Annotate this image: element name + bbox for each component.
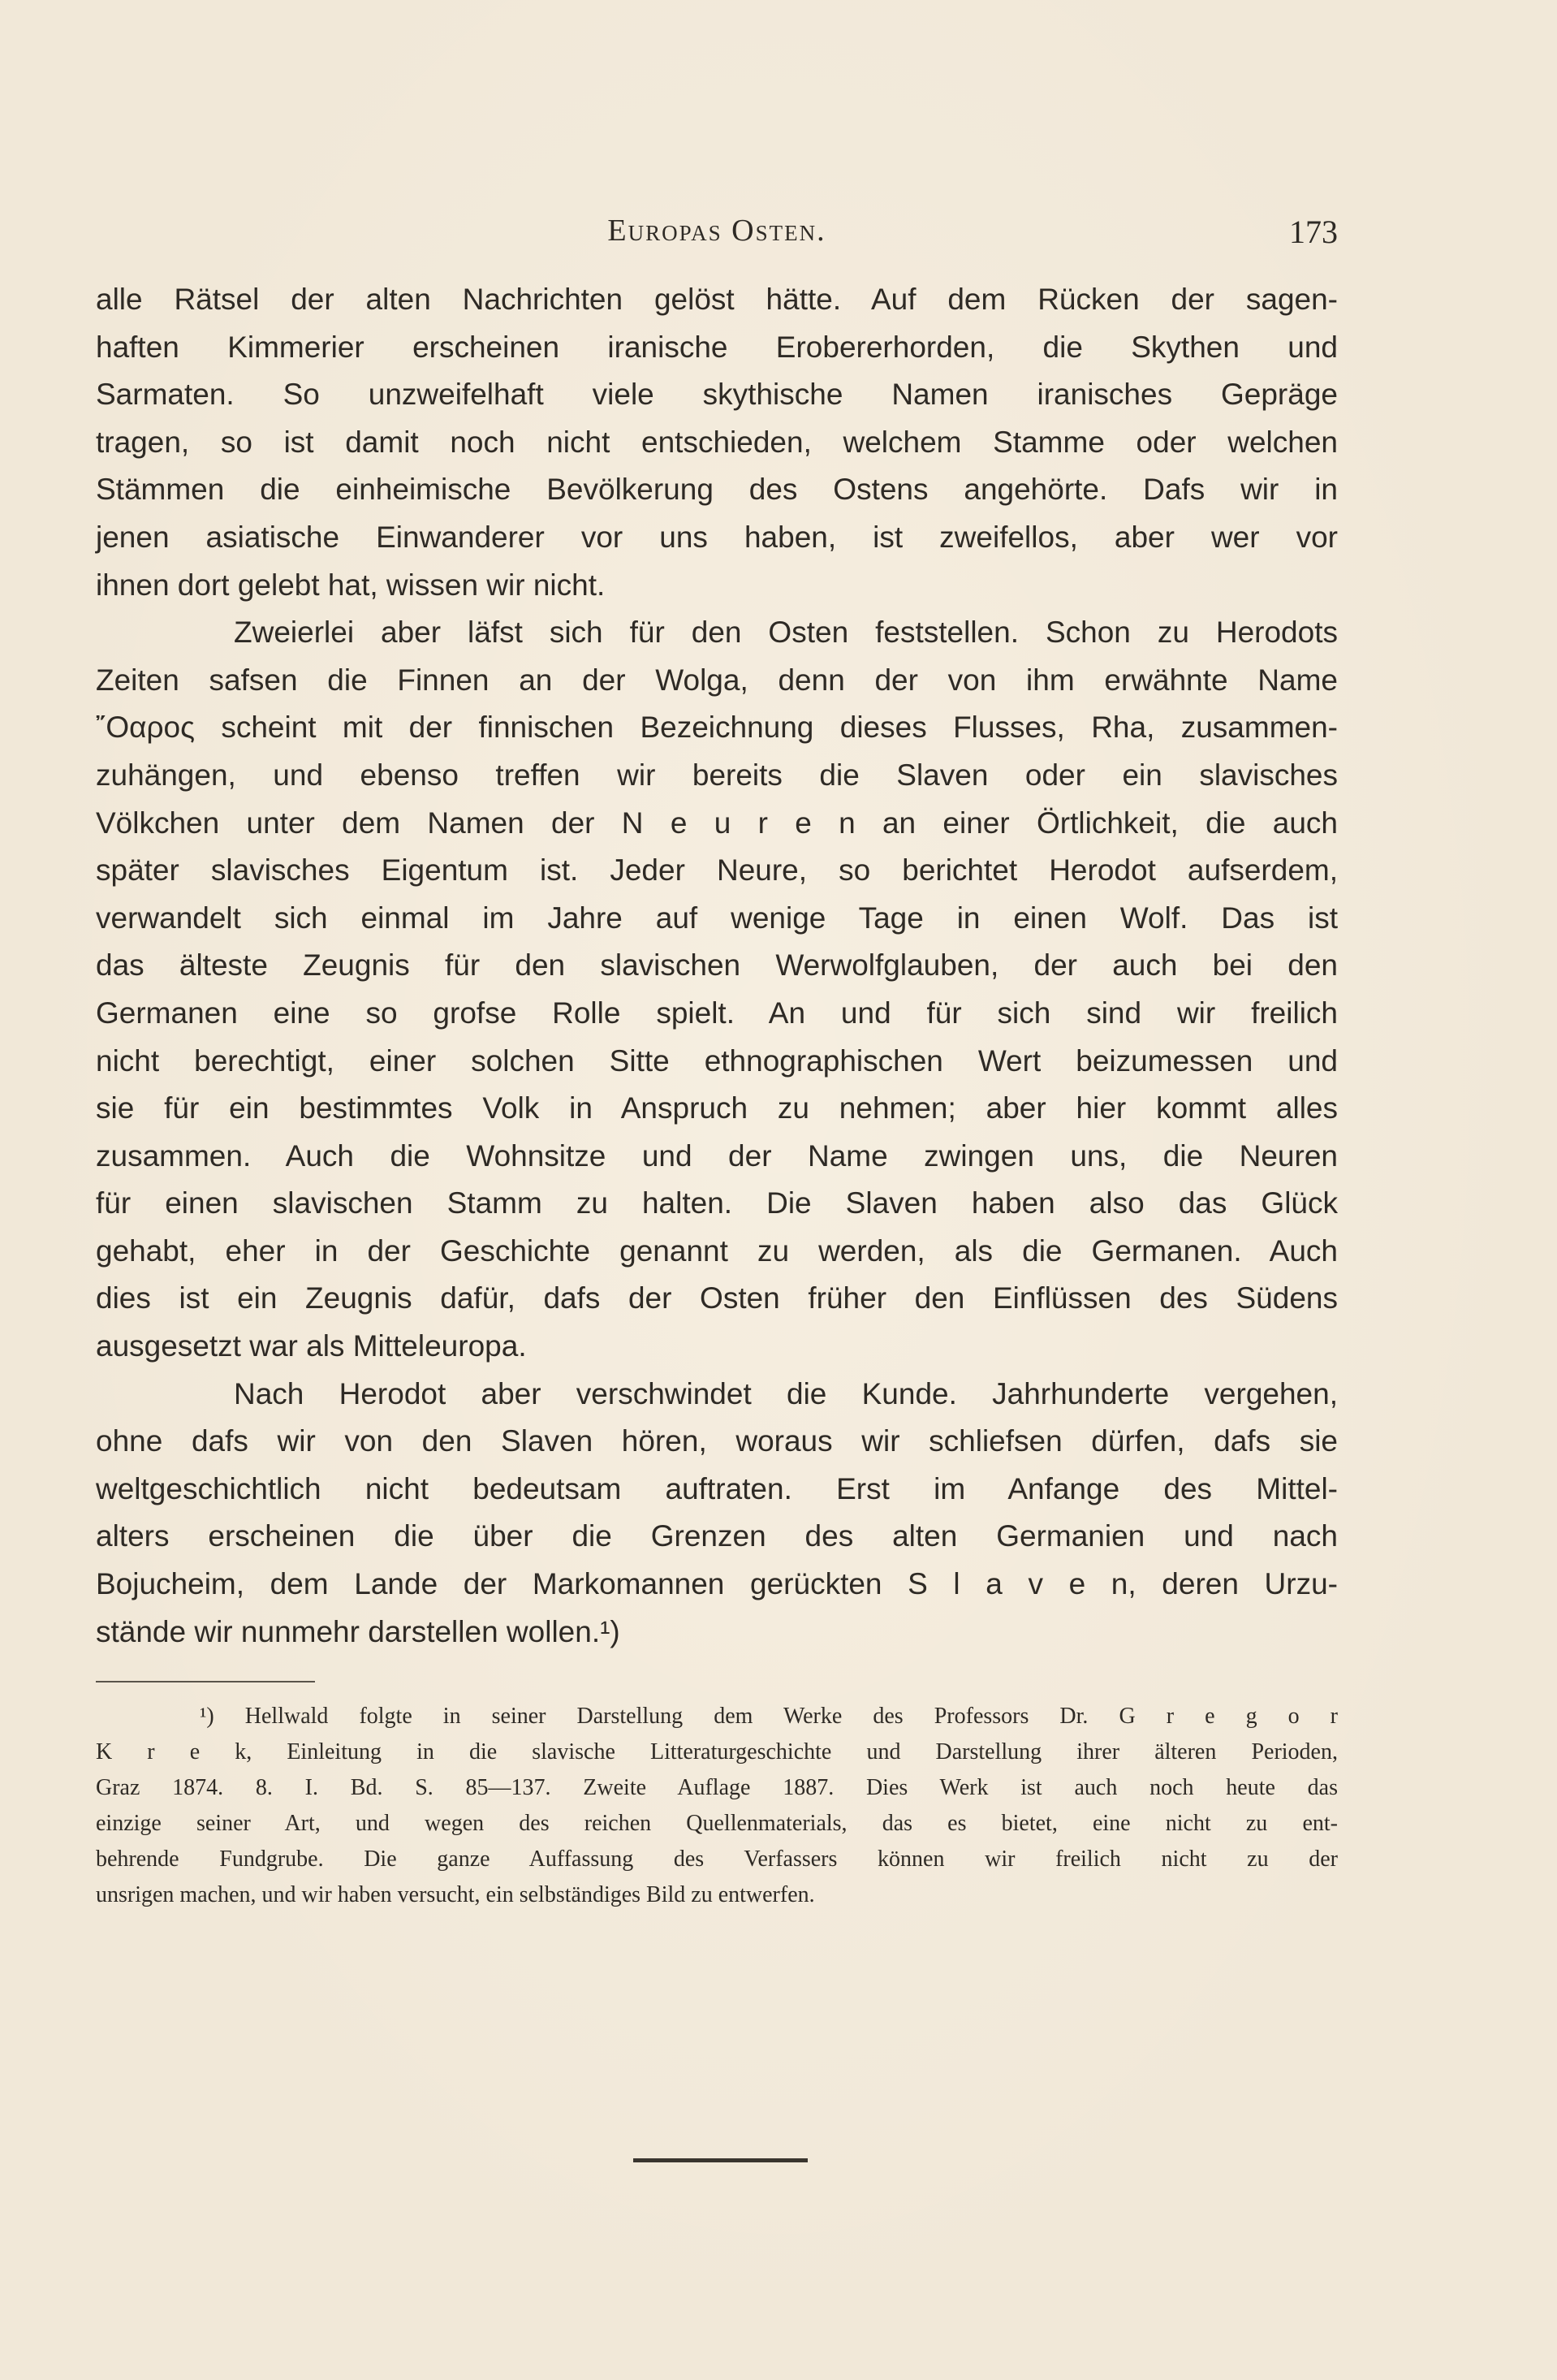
text-line: Sarmaten. So unzweifelhaft viele skythische Namen iranisches Gepräge: [96, 378, 1338, 412]
footnote-line: ¹) Hellwald folgte in seiner Darstellung dem Werke des Professors Dr. G r e g o r: [200, 1704, 1338, 1729]
text-line: dies ist ein Zeugnis dafür, dafs der Osten früher den Einflüssen des Südens: [96, 1281, 1338, 1315]
text-line: Zeiten safsen die Finnen an der Wolga, denn der von ihm erwähnte Name: [96, 663, 1338, 697]
footnote-line: K r e k, Einleitung in die slavische Litteraturgeschichte und Darstellung ihrer älteren Perioden,: [96, 1739, 1338, 1764]
page-header: [96, 213, 1338, 253]
footnote-line: behrende Fundgrube. Die ganze Auffassung des Verfassers können wir freilich nicht zu der: [96, 1847, 1338, 1872]
text-line: Völkchen unter dem Namen der N e u r e n an einer Örtlichkeit, die auch: [96, 806, 1338, 840]
footnote-line: einzige seiner Art, und wegen des reichen Quellenmaterials, das es bietet, eine nicht zu ent-: [96, 1811, 1338, 1836]
text-line: Bojucheim, dem Lande der Markomannen gerückten S l a v e n, deren Urzu-: [96, 1567, 1338, 1601]
text-line: alters erscheinen die über die Grenzen des alten Germanien und nach: [96, 1519, 1338, 1553]
footnote-line: Graz 1874. 8. I. Bd. S. 85—137. Zweite Auflage 1887. Dies Werk ist auch noch heute das: [96, 1775, 1338, 1800]
footnote-line: unsrigen machen, und wir haben versucht, ein selbständiges Bild zu entwerfen.: [96, 1882, 815, 1907]
text-line: sie für ein bestimmtes Volk in Anspruch zu nehmen; aber hier kommt alles: [96, 1091, 1338, 1125]
text-line: ausgesetzt war als Mitteleuropa.: [96, 1329, 527, 1363]
text-line: zuhängen, und ebenso treffen wir bereits die Slaven oder ein slavisches: [96, 758, 1338, 792]
text-line: verwandelt sich einmal im Jahre auf wenige Tage in einen Wolf. Das ist: [96, 901, 1338, 935]
text-line: ῎Οαρος scheint mit der finnischen Bezeichnung dieses Flusses, Rha, zusammen-: [96, 711, 1338, 745]
text-line: ihnen dort gelebt hat, wissen wir nicht.: [96, 568, 606, 602]
running-title: Europas Osten.: [607, 214, 826, 248]
text-line: alle Rätsel der alten Nachrichten gelöst hätte. Auf dem Rücken der sagen-: [96, 283, 1338, 316]
footnote-divider: [96, 1681, 315, 1682]
text-line: haften Kimmerier erscheinen iranische Erobererhorden, die Skythen und: [96, 330, 1338, 364]
text-line: Stämmen die einheimische Bevölkerung des Ostens angehörte. Dafs wir in: [96, 473, 1338, 507]
text-line: stände wir nunmehr darstellen wollen.¹): [96, 1614, 620, 1648]
text-line: tragen, so ist damit noch nicht entschieden, welchem Stamme oder welchen: [96, 425, 1338, 459]
text-line: für einen slavischen Stamm zu halten. Die Slaven haben also das Glück: [96, 1186, 1338, 1220]
text-line: Nach Herodot aber verschwindet die Kunde. Jahrhunderte vergehen,: [234, 1376, 1338, 1410]
text-line: das älteste Zeugnis für den slavischen Werwolfglauben, der auch bei den: [96, 948, 1338, 983]
text-line: ohne dafs wir von den Slaven hören, woraus wir schliefsen dürfen, dafs sie: [96, 1424, 1338, 1458]
text-line: später slavisches Eigentum ist. Jeder Neure, so berichtet Herodot aufserdem,: [96, 853, 1338, 888]
text-line: weltgeschichtlich nicht bedeutsam auftraten. Erst im Anfange des Mittel-: [96, 1471, 1338, 1505]
text-line: gehabt, eher in der Geschichte genannt zu werden, als die Germanen. Auch: [96, 1233, 1338, 1268]
footnotes: [96, 1699, 1338, 1913]
text-line: zusammen. Auch die Wohnsitze und der Name zwingen uns, die Neuren: [96, 1138, 1338, 1173]
text-line: Zweierlei aber läfst sich für den Osten feststellen. Schon zu Herodots: [234, 616, 1338, 650]
page-number: 173: [1289, 214, 1338, 250]
text-line: Germanen eine so grofse Rolle spielt. An und für sich sind wir freilich: [96, 996, 1338, 1030]
body-text: [96, 276, 1338, 1656]
end-of-page-rule: [633, 2158, 808, 2162]
text-line: nicht berechtigt, einer solchen Sitte ethnographischen Wert beizumessen und: [96, 1043, 1338, 1078]
text-line: jenen asiatische Einwanderer vor uns haben, ist zweifellos, aber wer vor: [96, 520, 1338, 554]
